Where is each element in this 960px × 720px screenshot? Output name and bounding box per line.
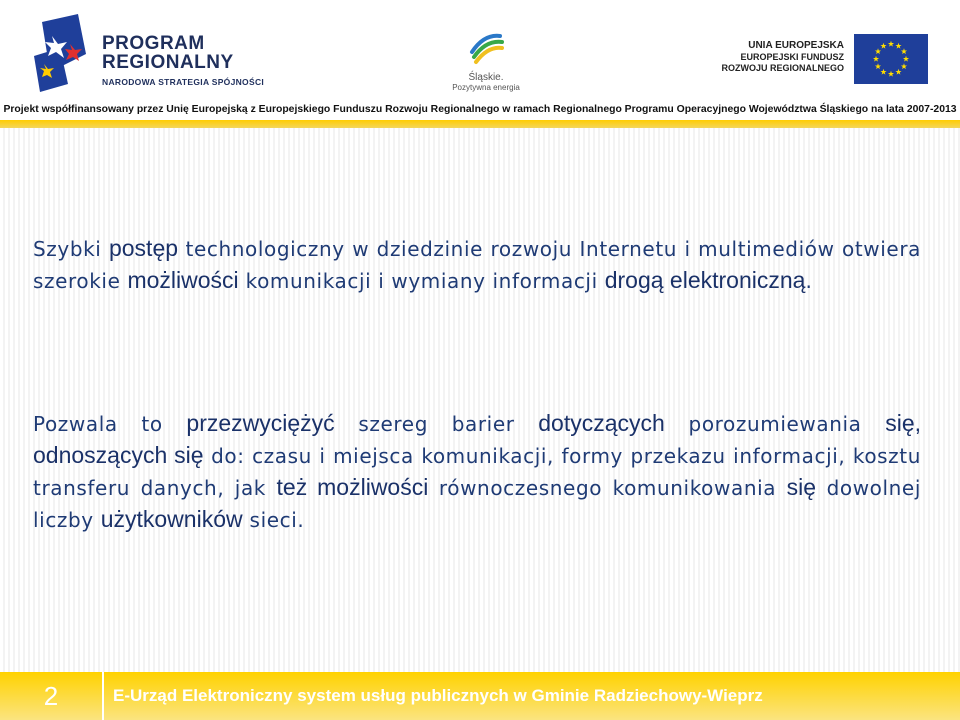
eu-line3: ROZWOJU REGIONALNEGO [721, 63, 844, 73]
text-run: . [805, 269, 813, 293]
program-line3: NARODOWA STRATEGIA SPÓJNOŚCI [102, 77, 265, 87]
footer-title: E-Urząd Elektroniczny system usług publicznych w Gminie Radziechowy-Wieprz [113, 686, 763, 705]
text-run: dowolnej liczby [33, 476, 921, 532]
text-run: komunikacji i wymiany informacji [238, 269, 605, 293]
slaskie-tagline: Pozytywna energia [452, 83, 520, 92]
slide-header [0, 0, 960, 124]
highlighted-term: się, odnoszących się [33, 410, 922, 468]
project-cofinancing-info: Projekt współfinansowany przez Unię Europejską z Europejskiego Funduszu Rozwoju Regionalnego w ramach Regionalnego Programu Operacyjnego Województwa Śląskiego na lata 2007-2013 [3, 104, 957, 115]
slaskie-logo [446, 30, 526, 92]
highlighted-term: możliwości [127, 267, 239, 293]
eu-fund-text [721, 40, 844, 74]
slaskie-waves-icon [466, 30, 506, 66]
paragraph-internet-progress [33, 233, 921, 297]
highlighted-term: drogą elektroniczną [604, 267, 806, 293]
header-accent-stripe [0, 120, 960, 128]
program-line1: PROGRAM [102, 33, 205, 54]
eu-line2: EUROPEJSKI FUNDUSZ [740, 52, 844, 62]
text-run: porozumiewania [664, 412, 886, 436]
highlighted-term: postęp [108, 235, 179, 261]
content-background [0, 128, 960, 672]
text-run: do: czasu i miejsca komunikacji, formy przekazu informacji, kosztu transferu danych, jak [33, 444, 921, 500]
highlighted-term: się [786, 474, 817, 500]
highlighted-term: użytkowników [100, 506, 243, 532]
program-regionalny-emblem-icon [34, 14, 98, 94]
text-run: Pozwala to [33, 412, 187, 436]
paragraph-communication-barriers [33, 408, 921, 536]
highlighted-term: też możliwości [276, 474, 429, 500]
text-run: równoczesnego komunikowania [428, 476, 787, 500]
text-run: Szybki [33, 237, 109, 261]
page-number: 2 [43, 681, 59, 711]
eu-line1: UNIA EUROPEJSKA [748, 40, 844, 51]
slaskie-name: Śląskie. [468, 72, 504, 83]
text-run: szereg barier [334, 412, 539, 436]
eu-logo [700, 34, 928, 84]
text-run: technologiczny w dziedzinie rozwoju Internetu i multimediów otwiera szerokie [33, 237, 922, 293]
footer-divider [102, 672, 104, 720]
highlighted-term: dotyczących [538, 410, 665, 436]
eu-flag-icon [854, 34, 928, 84]
text-run: sieci. [242, 508, 305, 532]
program-regionalny-wordmark [102, 34, 264, 88]
program-regionalny-logo [34, 14, 314, 94]
program-line2: REGIONALNY [102, 52, 234, 73]
slide-footer [0, 672, 960, 720]
highlighted-term: przezwyciężyć [186, 410, 335, 436]
